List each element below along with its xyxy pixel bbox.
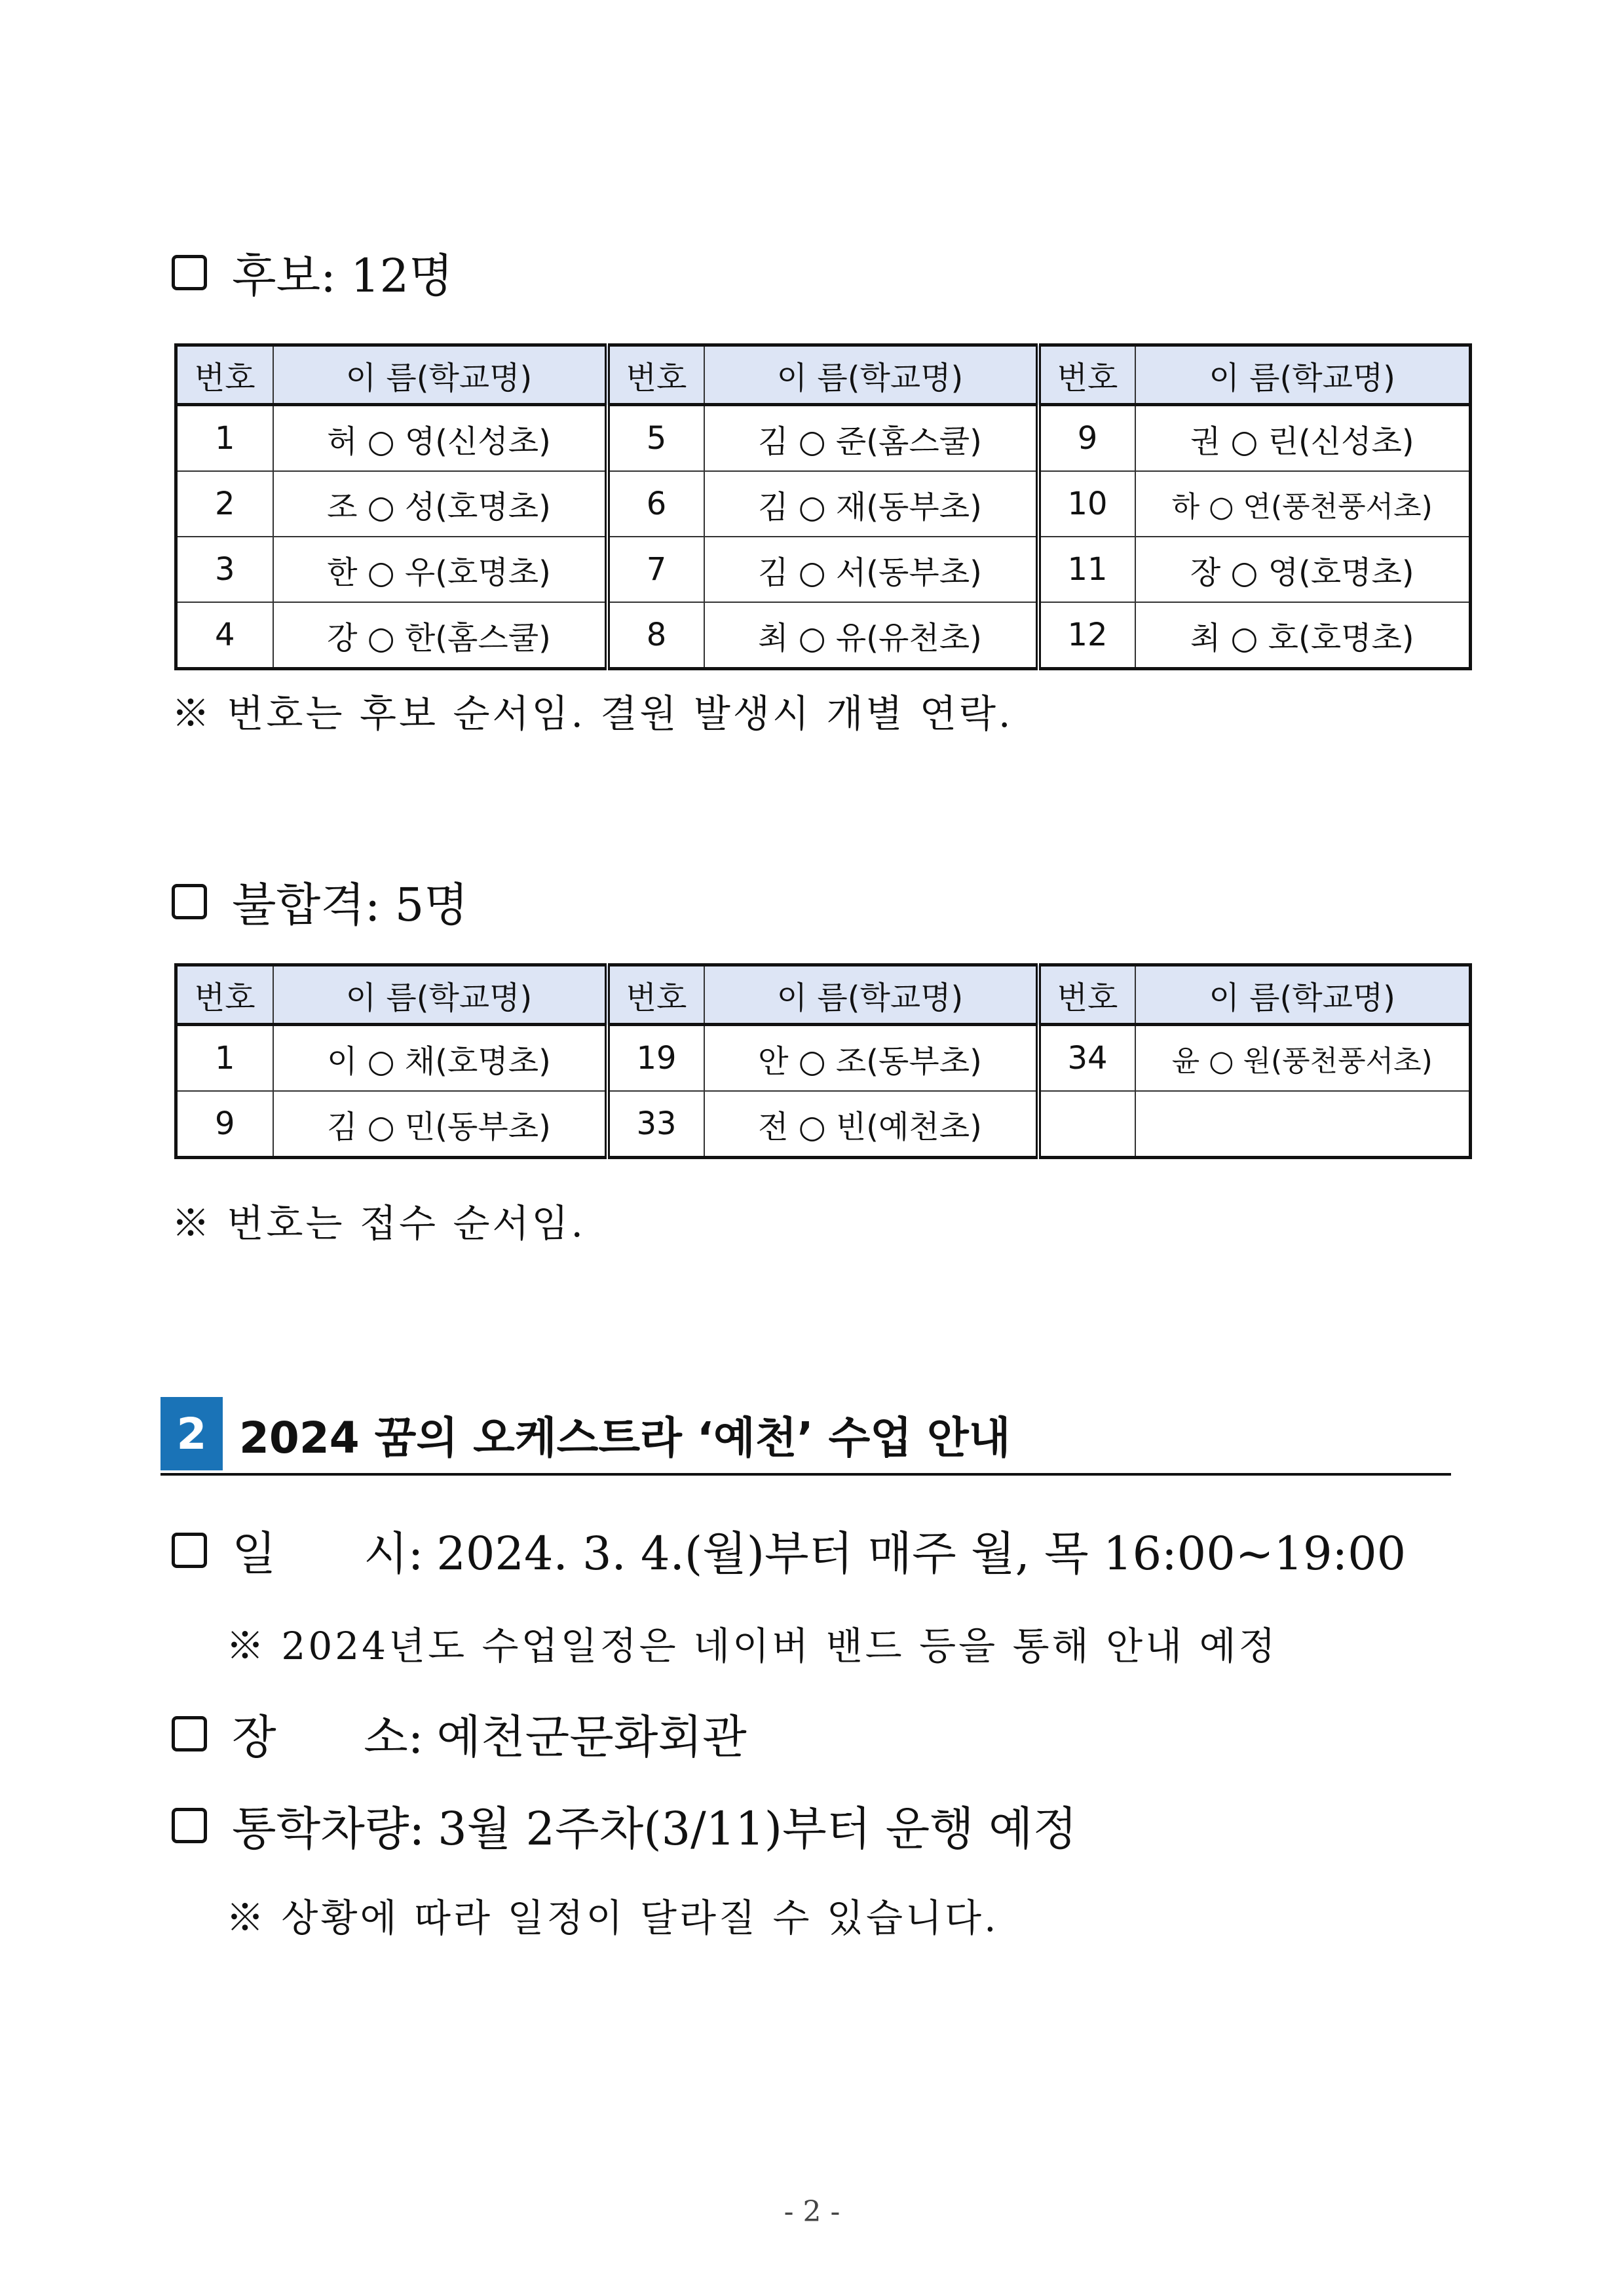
table-cell: 3 bbox=[176, 537, 273, 602]
bus-note: ※ 상황에 따라 일정이 달라질 수 있습니다. bbox=[226, 1896, 999, 1940]
table-cell: 2 bbox=[176, 471, 273, 537]
checkbox-icon bbox=[172, 1808, 207, 1843]
candidates-table bbox=[174, 343, 1472, 670]
schedule-line bbox=[172, 1517, 1406, 1583]
table-cell: 한 ○ 우(호명초) bbox=[273, 537, 607, 602]
table-cell: 19 bbox=[607, 1025, 704, 1092]
rejected-heading bbox=[172, 868, 468, 934]
header-cell: 번호 bbox=[1038, 345, 1135, 405]
header-cell: 이 름(학교명) bbox=[704, 345, 1038, 405]
table-cell: 6 bbox=[607, 471, 704, 537]
rejected-table bbox=[174, 963, 1472, 1159]
checkbox-icon bbox=[172, 884, 207, 919]
table-cell: 전 ○ 빈(예천초) bbox=[704, 1091, 1038, 1158]
header-cell: 이 름(학교명) bbox=[1135, 965, 1471, 1025]
table-cell: 장 ○ 영(호명초) bbox=[1135, 537, 1471, 602]
table-cell: 8 bbox=[607, 602, 704, 669]
table-row bbox=[176, 471, 1471, 537]
table-cell: 10 bbox=[1038, 471, 1135, 537]
table-cell: 김 ○ 재(동부초) bbox=[704, 471, 1038, 537]
rejected-note: ※ 번호는 접수 순서임. bbox=[172, 1201, 586, 1246]
table-cell: 하 ○ 연(풍천풍서초) bbox=[1135, 471, 1471, 537]
table-header-row bbox=[176, 965, 1471, 1025]
schedule-note: ※ 2024년도 수업일정은 네이버 밴드 등을 통해 안내 예정 bbox=[226, 1624, 1278, 1668]
rejected-heading-text: 불합격: 5명 bbox=[232, 878, 468, 932]
place-label: 장 소: bbox=[232, 1710, 424, 1764]
table-cell: 33 bbox=[607, 1091, 704, 1158]
place-line bbox=[172, 1700, 747, 1767]
table-cell: 권 ○ 린(신성초) bbox=[1135, 405, 1471, 472]
table-cell: 5 bbox=[607, 405, 704, 472]
table-cell: 이 ○ 채(호명초) bbox=[273, 1025, 607, 1092]
header-cell: 번호 bbox=[607, 345, 704, 405]
schedule-label: 일 시: bbox=[232, 1527, 424, 1580]
header-cell: 번호 bbox=[176, 965, 273, 1025]
table-cell: 조 ○ 성(호명초) bbox=[273, 471, 607, 537]
header-cell: 번호 bbox=[607, 965, 704, 1025]
table-row bbox=[176, 537, 1471, 602]
table-cell: 11 bbox=[1038, 537, 1135, 602]
table-cell: 허 ○ 영(신성초) bbox=[273, 405, 607, 472]
place-value: 예천군문화회관 bbox=[436, 1710, 747, 1764]
table-cell: 김 ○ 민(동부초) bbox=[273, 1091, 607, 1158]
table-cell: 최 ○ 호(호명초) bbox=[1135, 602, 1471, 669]
bus-label: 통학차량: bbox=[232, 1802, 425, 1856]
section-number-badge: 2 bbox=[161, 1397, 223, 1470]
table-cell: 34 bbox=[1038, 1025, 1135, 1092]
header-cell: 이 름(학교명) bbox=[704, 965, 1038, 1025]
section-title: 2024 꿈의 오케스트라 ‘예천’ 수업 안내 bbox=[239, 1412, 1011, 1463]
table-row bbox=[176, 1091, 1471, 1158]
schedule-value: 2024. 3. 4.(월)부터 매주 월, 목 16:00~19:00 bbox=[436, 1527, 1407, 1580]
table-cell: 12 bbox=[1038, 602, 1135, 669]
checkbox-icon bbox=[172, 1533, 207, 1568]
candidates-note: ※ 번호는 후보 순서임. 결원 발생시 개별 연락. bbox=[172, 691, 1013, 736]
table-cell: 안 ○ 조(동부초) bbox=[704, 1025, 1038, 1092]
table-cell: 7 bbox=[607, 537, 704, 602]
table-row bbox=[176, 405, 1471, 472]
table-cell: 윤 ○ 원(풍천풍서초) bbox=[1135, 1025, 1471, 1092]
candidates-heading-text: 후보: 12명 bbox=[232, 249, 453, 303]
checkbox-icon bbox=[172, 1716, 207, 1751]
table-cell: 4 bbox=[176, 602, 273, 669]
table-cell bbox=[1038, 1091, 1135, 1158]
header-cell: 이 름(학교명) bbox=[1135, 345, 1471, 405]
table-row bbox=[176, 602, 1471, 669]
table-cell: 김 ○ 서(동부초) bbox=[704, 537, 1038, 602]
header-cell: 이 름(학교명) bbox=[273, 345, 607, 405]
table-header-row bbox=[176, 345, 1471, 405]
table-cell: 최 ○ 유(유천초) bbox=[704, 602, 1038, 669]
bus-line bbox=[172, 1792, 1077, 1858]
table-cell: 9 bbox=[1038, 405, 1135, 472]
table-cell: 1 bbox=[176, 405, 273, 472]
header-cell: 이 름(학교명) bbox=[273, 965, 607, 1025]
header-cell: 번호 bbox=[176, 345, 273, 405]
table-row bbox=[176, 1025, 1471, 1092]
table-cell: 1 bbox=[176, 1025, 273, 1092]
table-cell bbox=[1135, 1091, 1471, 1158]
table-cell: 강 ○ 한(홈스쿨) bbox=[273, 602, 607, 669]
table-cell: 김 ○ 준(홈스쿨) bbox=[704, 405, 1038, 472]
checkbox-icon bbox=[172, 255, 207, 290]
page-number: - 2 - bbox=[784, 2195, 840, 2229]
candidates-heading bbox=[172, 239, 453, 305]
table-cell: 9 bbox=[176, 1091, 273, 1158]
section-2-header bbox=[161, 1394, 1451, 1476]
bus-value: 3월 2주차(3/11)부터 운행 예정 bbox=[438, 1802, 1078, 1856]
header-cell: 번호 bbox=[1038, 965, 1135, 1025]
